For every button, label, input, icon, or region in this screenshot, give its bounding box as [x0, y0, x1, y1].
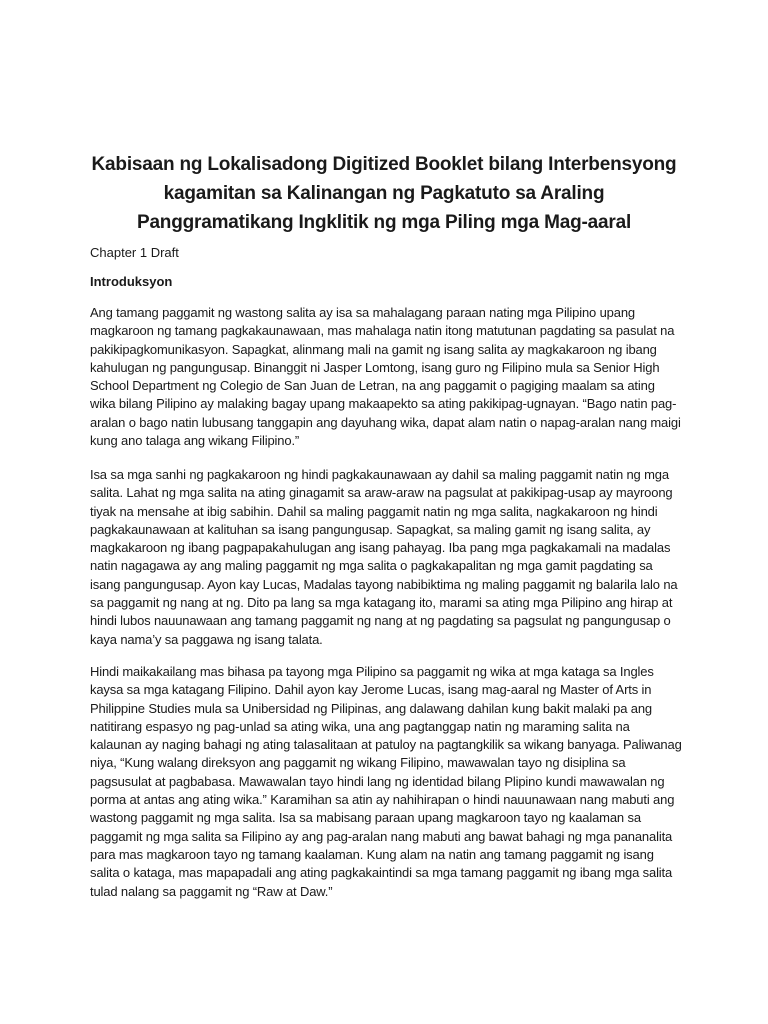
document-title: Kabisaan ng Lokalisadong Digitized Booklet bilang Interbensyong kagamitan sa Kalinangan ng Pagkatuto sa Araling Panggramatikang Ingklitik ng mga Piling mga Mag-aaral	[91, 154, 677, 233]
paragraph: Isa sa mga sanhi ng pagkakaroon ng hindi pagkakaunawaan ay dahil sa maling paggamit natin ng mga salita. Lahat ng mga salita na ating ginagamit sa araw-araw na pagsulat at pakikipag-usap ay mayroong tiyak na mensahe at ibig sabihin. Dahil sa maling paggamit natin ng mga salita, nagkakaroon ng hindi pagkakaunawaan at kalituhan sa isang pangungusap. Sapagkat, sa maling gamit ng isang salita, ay magkakaroon ng ibang pagpapakahulugan ang isang pahayag. Iba pang mga pagkakamali na madalas natin nagagawa ay ang maling paggamit ng mga salita o pagkakapalitan ng mga gamit pagdating sa isang pangungusap. Ayon kay Lucas, Madalas tayong nabibiktima ng maling paggamit ng balarila lalo na sa paggamit ng nang at ng. Dito pa lang sa mga katagang ito, marami sa ating mga Pilipino ang hirap at hindi lubos nauunawaan ang tamang paggamit ng nang at ng pagdating sa pagsulat ng pangungusap o kaya nama’y sa paggawa ng isang talata.	[90, 467, 678, 647]
chapter-label: Chapter 1 Draft	[90, 245, 179, 260]
paragraph: Ang tamang paggamit ng wastong salita ay isa sa mahalagang paraan nating mga Pilipino upang magkaroon ng tamang pagkakaunawaan, mas mahalaga natin itong matutunan pagdating sa pasulat na pakikipagkomunikasyon. Sapagkat, alinmang mali na gamit ng isang salita ay magkakaroon ng ibang kahulugan ng pangungusap. Binanggit ni Jasper Lomtong, isang guro ng Filipino mula sa Senior High School Department ng Colegio de San Juan de Letran, na ang paggamit o pagiging maalam sa ating wika bilang Pilipino ay malaking bagay upang makaapekto sa ating pakikipag-ugnayan. “Bago natin pag-aralan o bago natin lubusang tanggapin ang dayuhang wika, dapat alam natin o napag-aralan nang maigi kung ano talaga ang wikang Filipino.”	[90, 305, 681, 449]
section-heading: Introduksyon	[90, 274, 173, 289]
paragraph: Hindi maikakailang mas bihasa pa tayong mga Pilipino sa paggamit ng wika at mga kataga sa Ingles kaysa sa mga katagang Filipino. Dahil ayon kay Jerome Lucas, isang mag-aaral ng Master of Arts in Philippine Studies mula sa Unibersidad ng Pilipinas, ang dalawang dahilan kung bakit malaki pa ang natitirang espasyo ng pag-unlad sa ating wika, una ang pagtanggap natin ng maraming salita na kalaunan ay naging bahagi ng ating talasalitaan at patuloy na pagtangkilik sa wikang banyaga. Paliwanag niya, “Kung walang direksyon ang paggamit ng wikang Filipino, mawawalan tayo ng disiplina sa pagsusulat at pagbabasa. Mawawalan tayo hindi lang ng identidad bilang Plipino kundi mawawalan ng porma at antas ang ating wika.” Karamihan sa atin ay nahihirapan o hindi nauunawaan nang mabuti ang wastong paggamit ng mga salita. Isa sa mabisang paraan upang magkaroon tayo ng kaalaman sa paggamit ng mga salita sa Filipino ay ang pag-aralan nang mabuti ang bawat bahagi ng mga pananalita para mas magkaroon tayo ng tamang kaalaman. Kung alam na natin ang tamang paggamit ng isang salita o kataga, mas mapapadali ang ating pagkakaintindi sa mga tamang paggamit ng ibang mga salita tulad nalang sa paggamit ng “Raw at Daw.”	[90, 664, 682, 899]
